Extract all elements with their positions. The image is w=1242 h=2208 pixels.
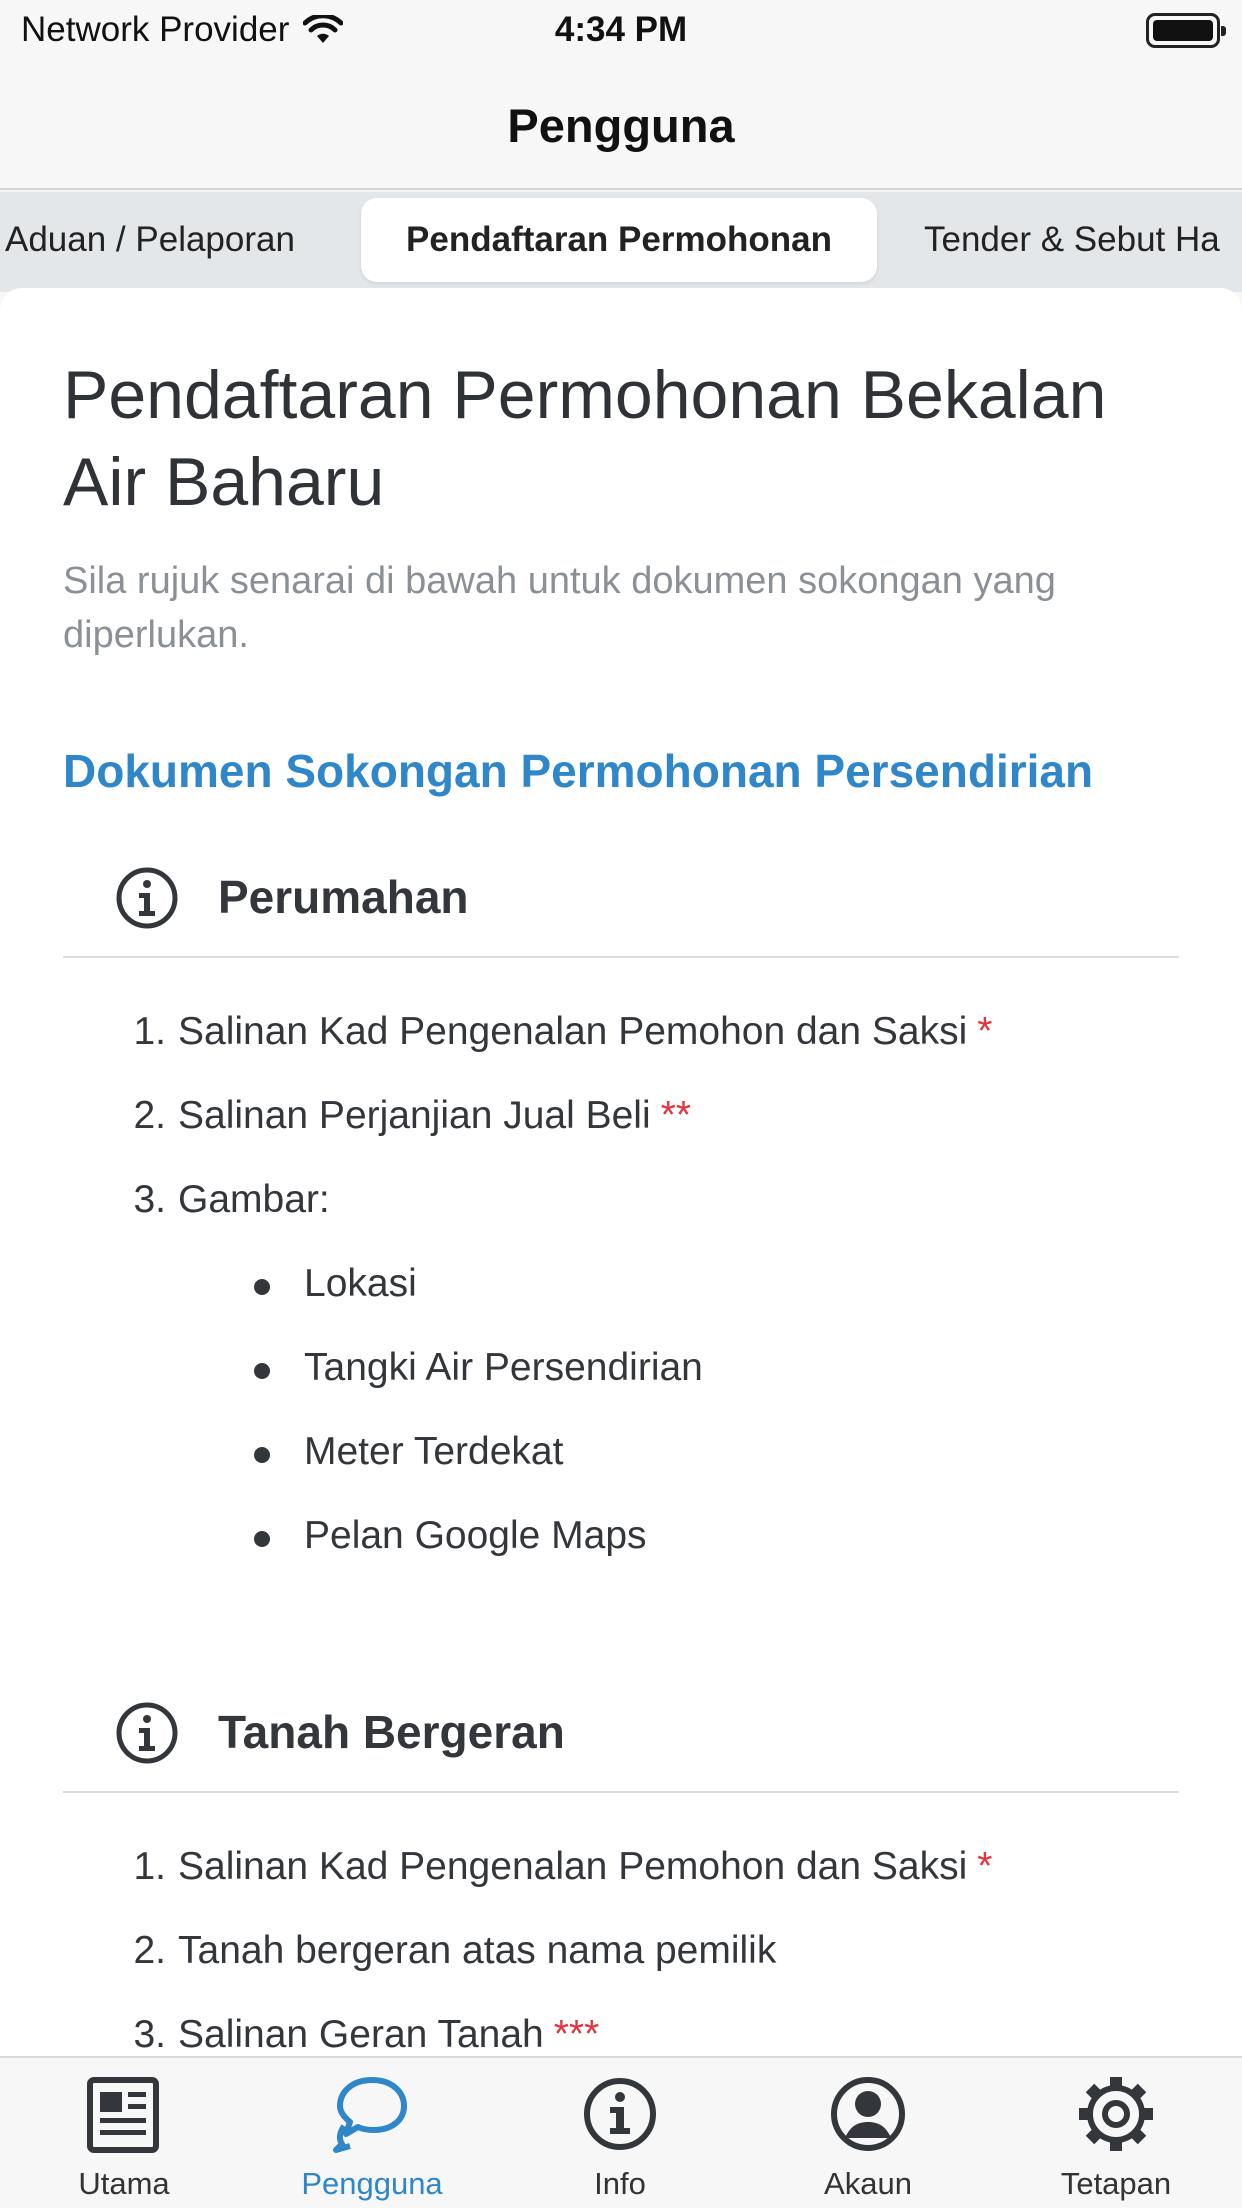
status-bar (0, 0, 1242, 62)
group-header-perumahan[interactable] (63, 848, 1179, 958)
list-number: 1. (133, 1010, 166, 1053)
tabbar-label: Info (594, 2166, 646, 2201)
bullet-icon (254, 1531, 270, 1547)
list-number: 1. (133, 1845, 166, 1888)
bullet-icon (254, 1279, 270, 1295)
required-mark: * (977, 1010, 993, 1053)
tab-pendaftaran-permohonan[interactable]: Pendaftaran Permohonan (361, 198, 877, 282)
tabbar-item-tetapan[interactable] (992, 2058, 1240, 2208)
required-mark: *** (553, 2013, 600, 2056)
list-number: 2. (133, 1094, 166, 1137)
info-icon (580, 2072, 660, 2156)
group-title: Tanah Bergeran (218, 1706, 565, 1758)
list-text: Salinan Perjanjian Jual Beli (178, 1094, 651, 1137)
navigation-bar (0, 62, 1242, 190)
tabbar-label: Pengguna (301, 2166, 443, 2201)
section-title: Dokumen Sokongan Permohonan Persendirian (63, 745, 1094, 797)
status-bar-time: 4:34 PM (554, 10, 688, 49)
list-number: 3. (133, 2013, 166, 2056)
page-title: Pendaftaran Permohonan Bekalan Air Baharu (63, 357, 1107, 520)
newspaper-icon (84, 2072, 164, 2156)
list-text: Tanah bergeran atas nama pemilik (178, 1929, 777, 1972)
gear-icon (1076, 2072, 1156, 2156)
tabbar-label: Tetapan (1060, 2166, 1172, 2201)
tab-tender-sebut-harga[interactable]: Tender & Sebut Ha (924, 220, 1220, 259)
sub-list-text: Pelan Google Maps (304, 1514, 647, 1557)
bullet-icon (254, 1363, 270, 1379)
tab-aduan-pelaporan[interactable]: Aduan / Pelaporan (5, 220, 295, 259)
list-text: Salinan Kad Pengenalan Pemohon dan Saksi (178, 1010, 968, 1053)
account-icon (828, 2072, 908, 2156)
tabbar-item-utama[interactable] (0, 2058, 248, 2208)
sub-list-text: Lokasi (304, 1262, 417, 1305)
carrier-label: Network Provider (21, 10, 290, 49)
page-nav-title: Pengguna (507, 99, 735, 152)
tabbar-item-info[interactable] (496, 2058, 744, 2208)
list-text: Salinan Geran Tanah (178, 2013, 544, 2056)
bullet-icon (254, 1447, 270, 1463)
tabbar-label: Utama (78, 2166, 170, 2201)
list-text: Gambar: (178, 1178, 330, 1221)
list-text: Salinan Kad Pengenalan Pemohon dan Saksi (178, 1845, 968, 1888)
list-number: 2. (133, 1929, 166, 1972)
bottom-tab-bar (0, 2056, 1242, 2208)
content-card (0, 288, 1242, 2058)
required-mark: ** (660, 1094, 691, 1137)
segment-tabs (0, 192, 1242, 292)
info-icon (115, 1701, 179, 1765)
tabbar-item-akaun[interactable] (744, 2058, 992, 2208)
list-number: 3. (133, 1178, 166, 1221)
group-header-tanah-bergeran[interactable] (63, 1683, 1179, 1793)
page-subtitle: Sila rujuk senarai di bawah untuk dokumen sokongan yang diperlukan. (63, 560, 1056, 656)
sub-list-text: Meter Terdekat (304, 1430, 564, 1473)
tabbar-label: Akaun (824, 2166, 912, 2201)
group-title: Perumahan (218, 871, 469, 923)
info-icon (115, 866, 179, 930)
sub-list-text: Tangki Air Persendirian (304, 1346, 703, 1389)
chat-bubbles-icon (332, 2072, 412, 2156)
required-mark: * (977, 1845, 993, 1888)
tabbar-item-pengguna[interactable] (248, 2058, 496, 2208)
battery-icon (1146, 13, 1220, 48)
